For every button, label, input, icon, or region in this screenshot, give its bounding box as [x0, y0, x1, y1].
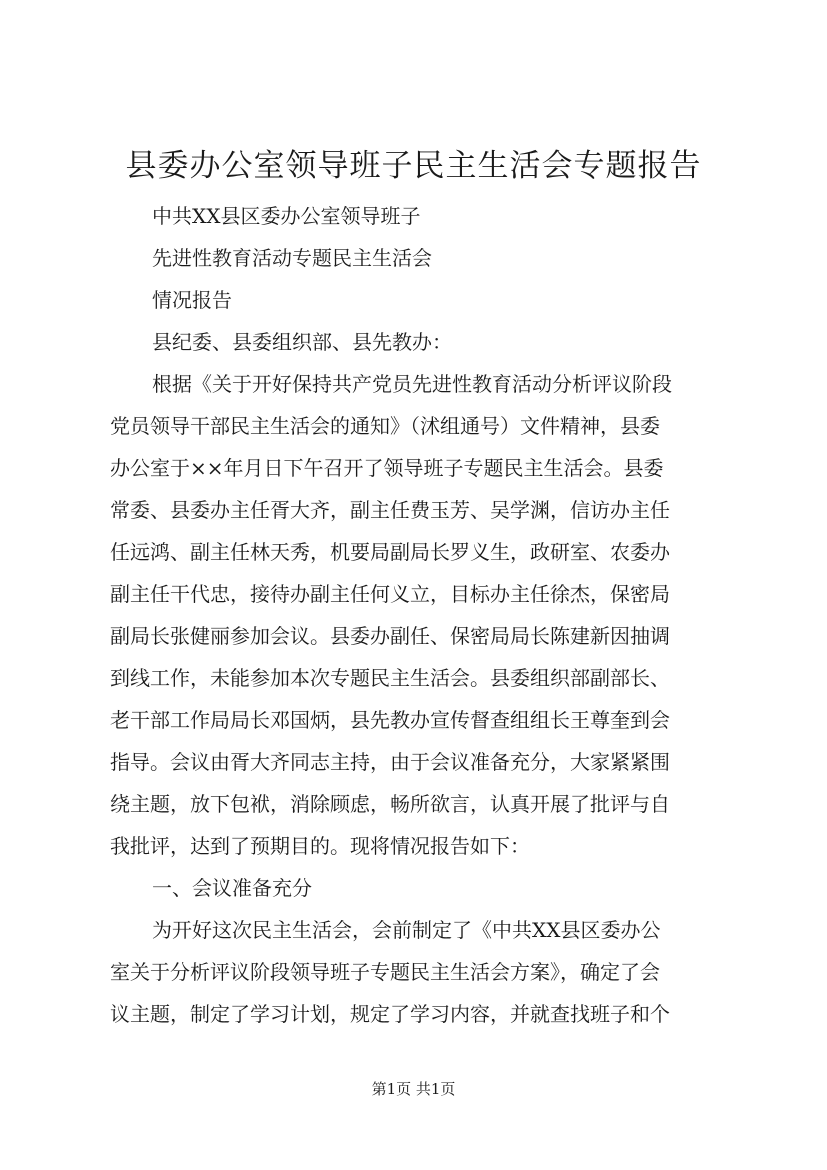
text-line: 我批评，达到了预期目的。现将情况报告如下： [110, 834, 530, 858]
text-line: 副局长张健丽参加会议。县委办副任、保密局局长陈建新因抽调 [110, 624, 670, 648]
text-line: 先进性教育活动专题民主生活会 [152, 246, 432, 270]
document-title: 县委办公室领导班子民主生活会专题报告 [125, 148, 702, 184]
text-line: 办公室于××年月日下午召开了领导班子专题民主生活会。县委 [110, 456, 664, 480]
text-line: 县纪委、县委组织部、县先教办： [152, 330, 452, 354]
text-line: 党员领导干部民主生活会的通知》（沭组通号）文件精神，县委 [110, 414, 660, 438]
text-line: 常委、县委办主任胥大齐，副主任费玉芳、吴学渊，信访办主任 [110, 498, 670, 522]
page-footer: 第1页 共1页 [371, 1080, 456, 1098]
text-line: 绕主题，放下包袱，消除顾虑，畅所欲言，认真开展了批评与自 [110, 792, 670, 816]
text-line: 室关于分析评议阶段领导班子专题民主生活会方案》，确定了会 [110, 960, 660, 984]
text-line: 指导。会议由胥大齐同志主持，由于会议准备充分，大家紧紧围 [110, 750, 670, 774]
text-line: 副主任干代忠，接待办副主任何义立，目标办主任徐杰，保密局 [110, 582, 670, 606]
text-line: 议主题，制定了学习计划，规定了学习内容，并就查找班子和个 [110, 1002, 670, 1026]
text-line: 根据《关于开好保持共产党员先进性教育活动分析评议阶段 [152, 372, 672, 396]
document-body [110, 195, 740, 1035]
text-line: 中共XX县区委办公室领导班子 [152, 204, 421, 228]
text-line: 一、会议准备充分 [152, 876, 312, 900]
text-line: 任远鸿、副主任林天秀，机要局副局长罗义生，政研室、农委办 [110, 540, 670, 564]
text-line: 老干部工作局局长邓国炳，县先教办宣传督查组组长王尊奎到会 [110, 708, 670, 732]
text-line: 为开好这次民主生活会，会前制定了《中共XX县区委办公 [152, 918, 661, 942]
text-line: 情况报告 [152, 288, 232, 312]
text-line: 到线工作，未能参加本次专题民主生活会。县委组织部副部长、 [110, 666, 670, 690]
